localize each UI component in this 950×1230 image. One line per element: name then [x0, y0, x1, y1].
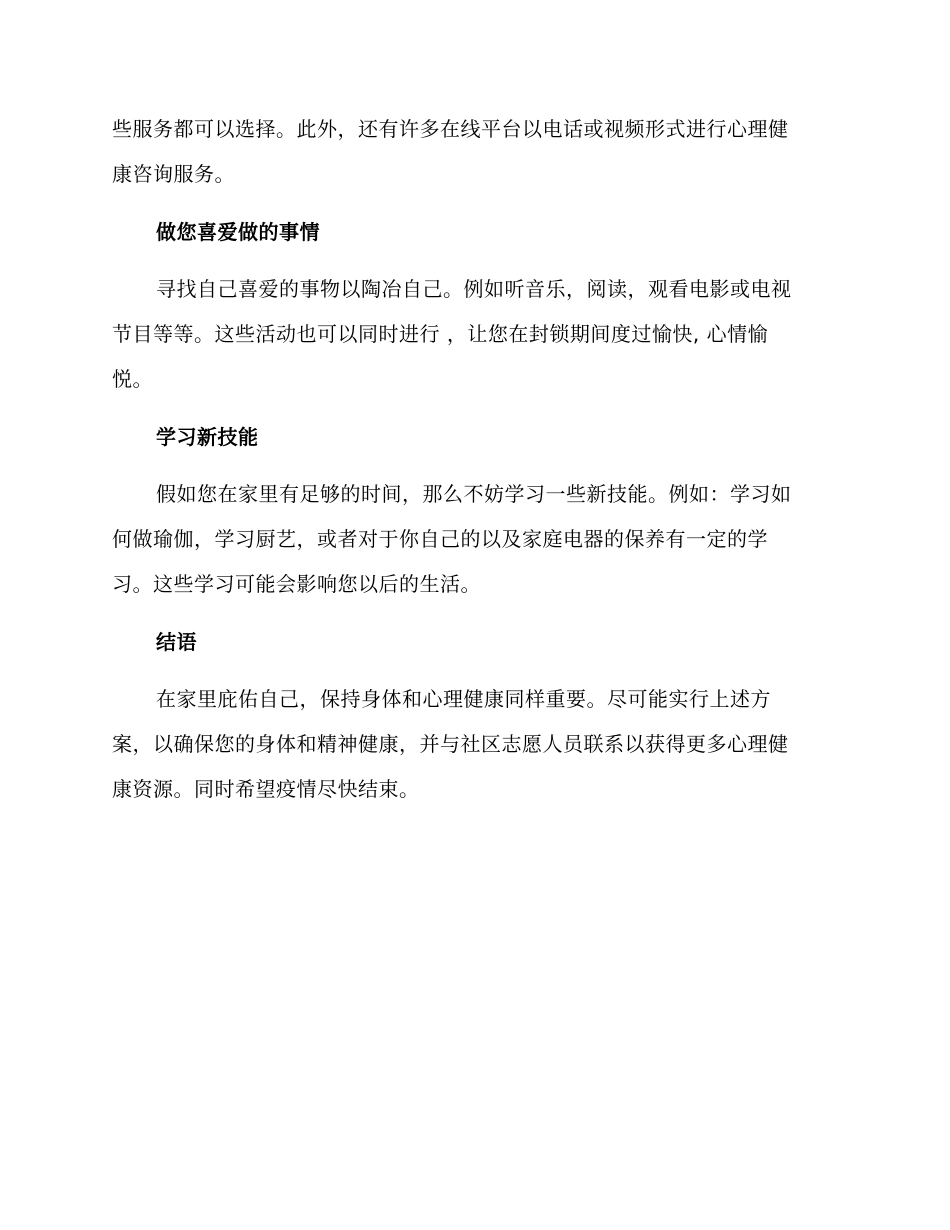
section-heading-new-skills: 学习新技能: [156, 425, 259, 449]
section3-line-2: 案，以确保您的身体和精神健康，并与社区志愿人员联系以获得更多心理健: [112, 732, 789, 756]
section3-line-3: 康资源。同时希望疫情尽快结束。: [112, 777, 420, 801]
section1-line-1: 寻找自己喜爱的事物以陶冶自己。例如听音乐，阅读，观看电影或电视: [156, 277, 792, 301]
section2-line-3: 习。这些学习可能会影响您以后的生活。: [112, 572, 481, 596]
section3-line-1: 在家里庇佑自己，保持身体和心理健康同样重要。尽可能实行上述方: [156, 687, 771, 711]
intro-line-2: 康咨询服务。: [112, 162, 235, 186]
section2-line-2: 何做瑜伽，学习厨艺，或者对于你自己的以及家庭电器的保养有一定的学: [112, 527, 768, 551]
section1-line-3: 悦。: [112, 367, 153, 391]
section-heading-hobbies: 做您喜爱做的事情: [156, 220, 320, 244]
intro-line-1: 些服务都可以选择。此外，还有许多在线平台以电话或视频形式进行心理健: [112, 117, 789, 141]
section-heading-conclusion: 结语: [156, 630, 197, 654]
section1-line-2: 节目等等。这些活动也可以同时进行 ，让您在封锁期间度过愉快, 心情愉: [112, 322, 769, 346]
section2-line-1: 假如您在家里有足够的时间，那么不妨学习一些新技能。例如：学习如: [156, 482, 792, 506]
